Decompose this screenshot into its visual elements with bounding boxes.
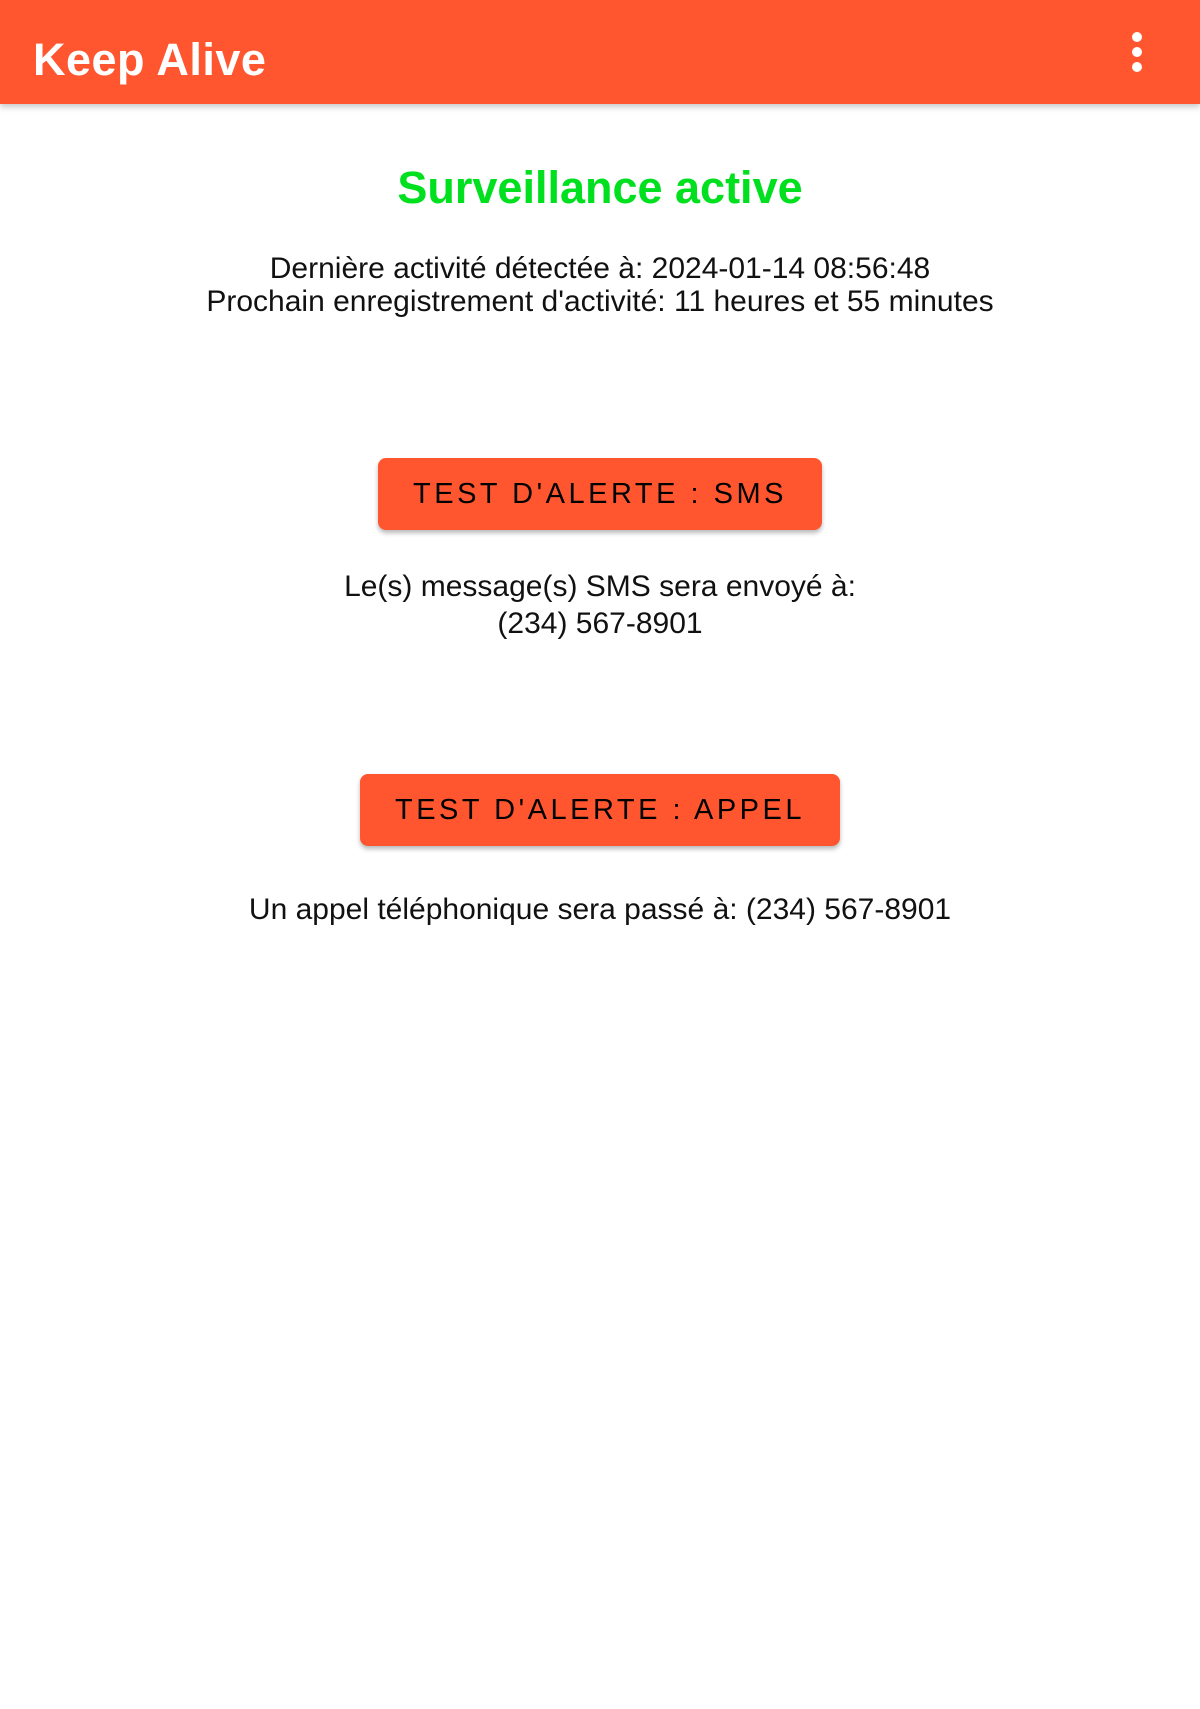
test-alert-call-button[interactable]: TEST D'ALERTE : APPEL [360, 774, 840, 846]
call-recipient-text: Un appel téléphonique sera passé à: (234) 567-8901 [248, 893, 952, 926]
menu-dot [1132, 62, 1142, 72]
sms-recipient-phone-number: (234) 567-8901 [497, 607, 703, 640]
main-content [0, 164, 1200, 928]
test-alert-sms-button[interactable]: TEST D'ALERTE : SMS [378, 458, 822, 530]
last-activity-text: Dernière activité détectée à: 2024-01-14 08:56:48 [269, 252, 931, 285]
app-title: Keep Alive [33, 34, 267, 85]
sms-test-section [0, 318, 1200, 642]
menu-dot [1132, 47, 1142, 57]
call-test-section [0, 642, 1200, 928]
sms-recipient-text: Le(s) message(s) SMS sera envoyé à: [344, 570, 856, 603]
next-recording-text: Prochain enregistrement d'activité: 11 heures et 55 minutes [206, 285, 994, 318]
overflow-menu-icon[interactable] [1124, 22, 1150, 82]
monitoring-status-heading: Surveillance active [397, 162, 803, 213]
sms-recipient-info [0, 568, 1200, 642]
activity-info [0, 252, 1200, 318]
menu-dot [1132, 32, 1142, 42]
app-bar [0, 0, 1200, 104]
